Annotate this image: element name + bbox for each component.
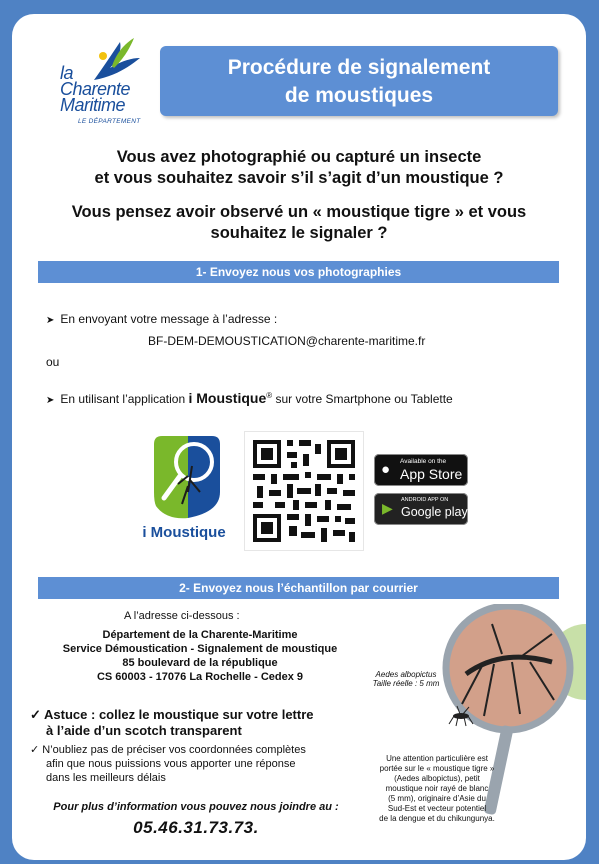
app-name: i Moustique [188, 390, 267, 406]
logo-line-2: Charente [60, 79, 131, 99]
address-line-1: Département de la Charente-Maritime [102, 629, 298, 641]
logo-line-1: la [60, 63, 74, 83]
address-intro: A l’adresse ci-dessous : [124, 610, 240, 622]
page-title-line-2: de moustiques [284, 84, 434, 107]
reminder-line-1: N’oubliez pas de préciser vos coordonnées complètes [42, 744, 306, 756]
address-line-3: 85 boulevard de la république [122, 657, 278, 669]
bird-logo-icon [90, 36, 142, 84]
description-line: moustique noir rayé de blanc [385, 784, 489, 793]
tip-line-1: Astuce : collez le moustique sur votre lettre [44, 707, 314, 722]
flyer-card [12, 14, 586, 860]
address-line-2: Service Démoustication - Signalement de moustique [62, 643, 338, 655]
qr-code[interactable] [245, 432, 363, 550]
option-email [46, 312, 277, 326]
arrow-bullet-icon: ➤ [46, 395, 55, 406]
postal-address [30, 628, 370, 684]
description-line: (5 mm), originaire d’Asie du [388, 794, 486, 803]
google-play-big-text: Google play [401, 505, 468, 519]
check-icon: ✓ [30, 707, 41, 722]
reminder [30, 743, 306, 785]
option-app [46, 390, 453, 406]
contact-email[interactable]: BF-DEM-DEMOUSTICATION@charente-maritime.fr [148, 334, 426, 348]
description-line: de la dengue et du chikungunya. [379, 814, 495, 823]
app-logo-label: i Moustique [142, 524, 226, 541]
mosquito-app-icon [148, 432, 226, 524]
tip [30, 707, 314, 739]
question-1-line-1: Vous avez photographié ou capturé un insecte [116, 148, 482, 166]
phone-number[interactable]: 05.46.31.73.73. [133, 818, 259, 837]
logo-subtitle: LE DÉPARTEMENT [78, 118, 141, 125]
charente-maritime-logo [52, 34, 162, 129]
option-app-text-pre: En utilisant l’application [60, 392, 189, 406]
info-text: Pour plus d’information vous pouvez nous joindre au : [53, 801, 339, 813]
small-mosquito-icon [448, 705, 474, 727]
app-store-big-text: App Store [400, 466, 463, 482]
or-text: ou [46, 355, 60, 369]
section-1-header: 1- Envoyez nous vos photographies [38, 261, 559, 283]
page-title-box [160, 46, 558, 116]
play-icon: ▶ [382, 500, 393, 516]
question-2 [12, 202, 586, 244]
description-line: (Aedes albopictus), petit [394, 774, 480, 783]
reminder-line-3: dans les meilleurs délais [46, 772, 166, 784]
reminder-line-2: afin que nous puissions vous apporter une réponse [46, 758, 296, 770]
app-store-button[interactable] [374, 454, 468, 486]
description-line: Sud-Est et vecteur potentiel [387, 804, 487, 813]
google-play-small-text: ANDROID APP ON [401, 497, 449, 503]
arrow-bullet-icon: ➤ [46, 315, 55, 326]
question-2-line-2: souhaitez le signaler ? [210, 224, 388, 242]
description-line: Une attention particulière est [386, 754, 488, 763]
tip-line-2: à l’aide d’un scotch transparent [46, 723, 242, 738]
caption-species: Aedes albopictus [375, 670, 437, 679]
apple-icon: ● [381, 461, 391, 478]
description-line: portée sur le « moustique tigre » [379, 764, 495, 773]
qr-code-icon [245, 432, 363, 550]
option-app-text-post: sur votre Smartphone ou Tablette [272, 392, 453, 406]
registered-mark: ® [266, 391, 273, 400]
app-store-small-text: Available on the [400, 458, 447, 465]
google-play-button[interactable] [374, 493, 468, 525]
logo-line-3: Maritime [60, 95, 126, 115]
question-1 [12, 147, 586, 189]
mosquito-caption [358, 670, 454, 688]
page-title-line-1: Procédure de signalement [227, 56, 491, 79]
option-email-text: En envoyant votre message à l’adresse : [60, 312, 278, 326]
caption-size: Taille réelle : 5 mm [372, 679, 440, 688]
imoustique-app-logo[interactable] [130, 432, 234, 550]
tiger-mosquito-description [366, 754, 508, 824]
question-2-line-1: Vous pensez avoir observé un « moustique tigre » et vous [71, 203, 527, 221]
question-1-line-2: et vous souhaitez savoir s’il s’agit d’un moustique ? [94, 169, 504, 187]
check-icon: ✓ [30, 744, 40, 756]
section-2-header: 2- Envoyez nous l’échantillon par courrier [38, 577, 559, 599]
address-line-4: CS 60003 - 17076 La Rochelle - Cedex 9 [96, 671, 304, 683]
